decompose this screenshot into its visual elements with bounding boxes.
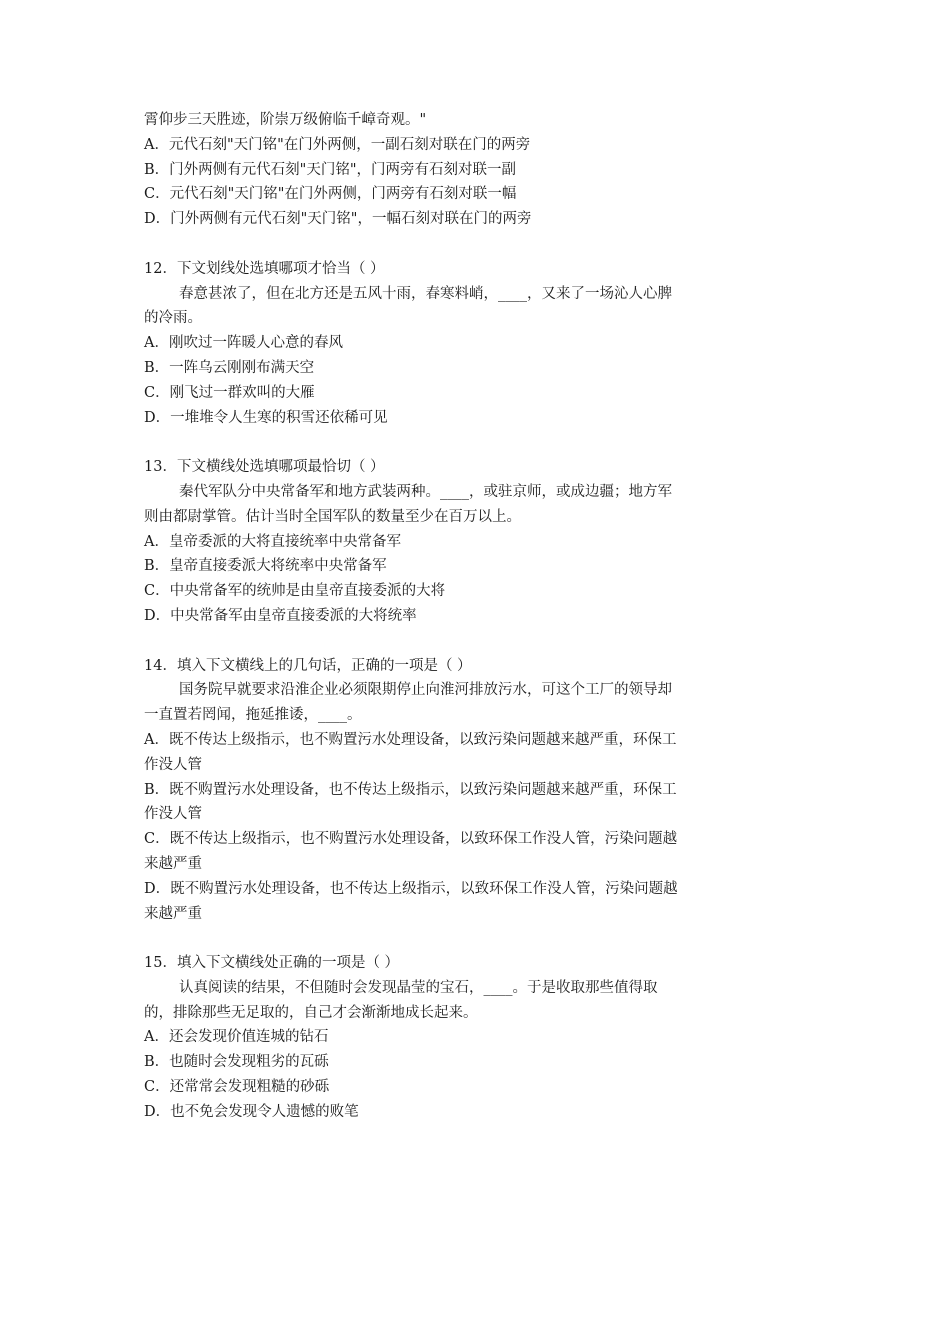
passage-line: 的，排除那些无足取的，自己才会渐渐地成长起来。 xyxy=(144,1004,478,1021)
option-d: D．也不免会发现令人遗憾的败笔 xyxy=(144,1103,359,1120)
question-14 xyxy=(144,654,764,927)
option-d: D．中央常备军由皇帝直接委派的大将统率 xyxy=(144,607,417,624)
option-b: B．一阵乌云刚刚布满天空 xyxy=(144,359,315,376)
option-a: A．还会发现价值连城的钻石 xyxy=(144,1029,329,1046)
option-d: D．门外两侧有元代石刻"天门铭"，一幅石刻对联在门的两旁 xyxy=(144,211,532,228)
option-b-continuation: 作没人管 xyxy=(144,806,202,823)
option-a-continuation: 作没人管 xyxy=(144,756,202,773)
option-c: C．元代石刻"天门铭"在门外两侧，门两旁有石刻对联一幅 xyxy=(144,186,517,203)
option-b: B．也随时会发现粗劣的瓦砾 xyxy=(144,1054,329,1071)
option-a: A．刚吹过一阵暖人心意的春风 xyxy=(144,335,343,352)
option-a: A．元代石刻"天门铭"在门外两侧，一副石刻对联在门的两旁 xyxy=(144,136,531,153)
question-11-continuation xyxy=(144,108,764,232)
question-stem: 13．下文横线处选填哪项最恰切（ ） xyxy=(144,459,385,476)
question-15 xyxy=(144,951,764,1125)
question-stem: 12．下文划线处选填哪项才恰当（ ） xyxy=(144,260,385,277)
passage-line: 秦代军队分中央常备军和地方武装两种。____，或驻京师，或成边疆；地方军 xyxy=(179,483,672,500)
passage-line: 国务院早就要求沿淮企业必须限期停止向淮河排放污水，可这个工厂的领导却 xyxy=(179,682,672,699)
question-stem: 15．填入下文横线处正确的一项是（ ） xyxy=(144,955,400,972)
document-body xyxy=(144,108,764,1125)
option-d: D．一堆堆令人生寒的积雪还依稀可见 xyxy=(144,409,388,426)
option-a: A．皇帝委派的大将直接统率中央常备军 xyxy=(144,533,401,550)
option-c: C．还常常会发现粗糙的砂砾 xyxy=(144,1079,330,1096)
passage-line: 春意甚浓了，但在北方还是五风十雨，春寒料峭，____，又来了一场沁人心脾 xyxy=(179,285,672,302)
question-stem: 14．填入下文横线上的几句话，正确的一项是（ ） xyxy=(144,657,472,674)
question-12 xyxy=(144,257,764,431)
passage-line: 霄仰步三天胜迹，阶崇万级俯临千嶂奇观。" xyxy=(144,112,427,128)
option-b: B．皇帝直接委派大将统率中央常备军 xyxy=(144,558,387,575)
option-b: B．既不购置污水处理设备，也不传达上级指示，以致污染问题越来越严重，环保工 xyxy=(144,781,677,798)
option-d-continuation: 来越严重 xyxy=(144,905,202,922)
passage-line: 认真阅读的结果，不但随时会发现晶莹的宝石，____。于是收取那些值得取 xyxy=(179,979,658,996)
option-b: B．门外两侧有元代石刻"天门铭"，门两旁有石刻对联一副 xyxy=(144,161,516,178)
passage-line: 的冷雨。 xyxy=(144,310,202,327)
passage-line: 一直置若罔闻，拖延推诿，____。 xyxy=(144,707,362,724)
option-c: C．既不传达上级指示，也不购置污水处理设备，以致环保工作没人管，污染问题越 xyxy=(144,831,678,848)
passage-line: 则由都尉掌管。估计当时全国军队的数量至少在百万以上。 xyxy=(144,508,521,525)
option-c-continuation: 来越严重 xyxy=(144,855,202,872)
question-13 xyxy=(144,455,764,629)
option-d: D．既不购置污水处理设备，也不传达上级指示，以致环保工作没人管，污染问题越 xyxy=(144,880,678,897)
option-a: A．既不传达上级指示，也不购置污水处理设备，以致污染问题越来越严重，环保工 xyxy=(144,731,677,748)
option-c: C．刚飞过一群欢叫的大雁 xyxy=(144,384,315,401)
option-c: C．中央常备军的统帅是由皇帝直接委派的大将 xyxy=(144,583,446,600)
